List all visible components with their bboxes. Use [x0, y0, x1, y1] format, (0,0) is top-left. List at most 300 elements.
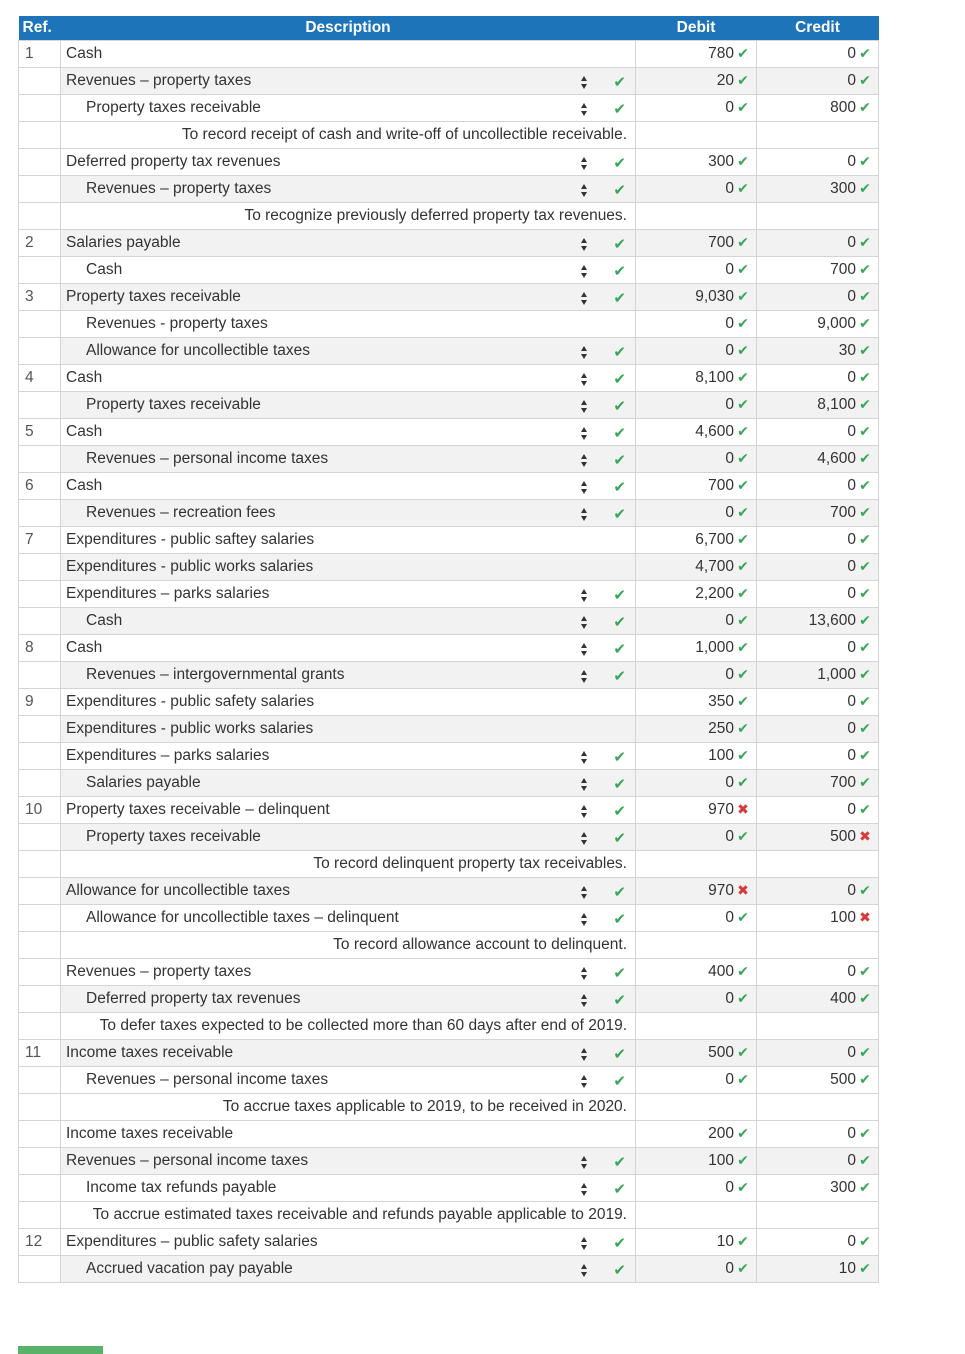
account-select[interactable]: [61, 338, 636, 365]
select-control[interactable]: [580, 235, 626, 253]
debit-input[interactable]: [636, 770, 757, 797]
credit-input[interactable]: [757, 446, 879, 473]
table-row: [19, 257, 879, 284]
select-control[interactable]: [580, 910, 626, 928]
table-row: [19, 797, 879, 824]
credit-input[interactable]: [757, 419, 879, 446]
debit-input[interactable]: [636, 581, 757, 608]
select-control[interactable]: [580, 1180, 626, 1198]
select-control[interactable]: [580, 667, 626, 685]
credit-input[interactable]: [757, 878, 879, 905]
memo-text: [61, 851, 636, 878]
debit-input[interactable]: [636, 284, 757, 311]
select-control[interactable]: [580, 424, 626, 442]
table-row: [19, 743, 879, 770]
account-select[interactable]: [61, 392, 636, 419]
select-arrows-icon[interactable]: [580, 750, 589, 765]
debit-input[interactable]: [636, 1067, 757, 1094]
credit-input[interactable]: [757, 797, 879, 824]
credit-value: 0: [847, 1152, 856, 1169]
select-control[interactable]: [580, 802, 626, 820]
credit-input[interactable]: [757, 959, 879, 986]
debit-input[interactable]: [636, 716, 757, 743]
ref-cell: [19, 851, 61, 878]
select-arrows-icon[interactable]: [580, 507, 589, 522]
table-row: [19, 554, 879, 581]
ref-cell: [19, 581, 61, 608]
account-select[interactable]: [61, 500, 636, 527]
debit-input[interactable]: [636, 527, 757, 554]
credit-input[interactable]: [757, 1067, 879, 1094]
select-control[interactable]: [580, 1072, 626, 1090]
account-select[interactable]: [61, 608, 636, 635]
account-label: Deferred property tax revenues: [66, 153, 281, 170]
select-control[interactable]: [580, 1153, 626, 1171]
check-icon: ✔: [859, 234, 871, 250]
check-icon: ✔: [859, 450, 871, 466]
check-icon: ✔: [737, 72, 749, 88]
debit-value: 20: [716, 72, 734, 89]
check-icon: ✔: [859, 477, 871, 493]
account-label: Property taxes receivable: [86, 828, 261, 845]
select-arrows-icon[interactable]: [580, 237, 589, 252]
credit-input[interactable]: [757, 662, 879, 689]
select-control[interactable]: [580, 829, 626, 847]
credit-input[interactable]: [757, 743, 879, 770]
select-arrows-icon[interactable]: [580, 102, 589, 117]
account-select[interactable]: [61, 905, 636, 932]
debit-input[interactable]: [636, 959, 757, 986]
check-icon: ✔: [737, 1152, 749, 1168]
account-select[interactable]: [61, 878, 636, 905]
memo-label: To accrue taxes applicable to 2019, to be received in 2020.: [222, 1098, 627, 1115]
account-label: Cash: [66, 423, 103, 440]
select-control[interactable]: [580, 181, 626, 199]
select-control[interactable]: [580, 262, 626, 280]
select-control[interactable]: [580, 1234, 626, 1252]
credit-input[interactable]: [757, 500, 879, 527]
debit-value: 9,030: [695, 288, 734, 305]
credit-input[interactable]: [757, 284, 879, 311]
check-icon: ✔: [737, 990, 749, 1006]
debit-input[interactable]: [636, 689, 757, 716]
credit-input[interactable]: [757, 1148, 879, 1175]
account-select[interactable]: [61, 1040, 636, 1067]
debit-input[interactable]: [636, 878, 757, 905]
account-select[interactable]: [61, 149, 636, 176]
debit-input[interactable]: [636, 1256, 757, 1283]
select-control[interactable]: [580, 343, 626, 361]
account-select[interactable]: [61, 230, 636, 257]
select-arrows-icon[interactable]: [580, 993, 589, 1008]
check-icon: ✔: [737, 720, 749, 736]
credit-value: 0: [847, 45, 856, 62]
debit-input[interactable]: [636, 500, 757, 527]
check-icon: ✔: [737, 1179, 749, 1195]
debit-input[interactable]: [636, 149, 757, 176]
check-icon: ✔: [613, 236, 626, 253]
check-icon: ✔: [737, 558, 749, 574]
check-icon: ✔: [737, 1233, 749, 1249]
select-arrows-icon[interactable]: [580, 1182, 589, 1197]
check-icon: ✔: [613, 263, 626, 280]
debit-input[interactable]: [636, 176, 757, 203]
select-control[interactable]: [580, 964, 626, 982]
select-control[interactable]: [580, 991, 626, 1009]
account-cell: [61, 554, 636, 581]
account-select[interactable]: [61, 986, 636, 1013]
account-label: Cash: [66, 45, 103, 62]
table-row: [19, 824, 879, 851]
check-icon: ✔: [859, 1233, 871, 1249]
credit-input[interactable]: [757, 905, 879, 932]
table-row: [19, 608, 879, 635]
debit-value: 4,600: [695, 423, 734, 440]
debit-value: 6,700: [695, 531, 734, 548]
credit-value: 0: [847, 72, 856, 89]
account-label: Expenditures – public safety salaries: [66, 1233, 318, 1250]
account-select[interactable]: [61, 797, 636, 824]
account-label: Property taxes receivable: [86, 396, 261, 413]
debit-input[interactable]: [636, 905, 757, 932]
credit-input[interactable]: [757, 311, 879, 338]
account-cell: [61, 311, 636, 338]
check-icon: ✔: [859, 369, 871, 385]
credit-value: 0: [847, 288, 856, 305]
debit-input[interactable]: [636, 635, 757, 662]
select-arrows-icon[interactable]: [580, 480, 589, 495]
credit-input[interactable]: [757, 392, 879, 419]
account-select[interactable]: [61, 770, 636, 797]
select-control[interactable]: [580, 505, 626, 523]
credit-input[interactable]: [757, 149, 879, 176]
account-select[interactable]: [61, 1067, 636, 1094]
debit-cell-empty: [636, 203, 757, 230]
debit-input[interactable]: [636, 1121, 757, 1148]
credit-input[interactable]: [757, 95, 879, 122]
memo-label: To recognize previously deferred property tax revenues.: [244, 207, 627, 224]
ref-cell: 12: [19, 1229, 61, 1256]
account-select[interactable]: [61, 1148, 636, 1175]
credit-input[interactable]: [757, 635, 879, 662]
debit-input[interactable]: [636, 608, 757, 635]
account-select[interactable]: [61, 473, 636, 500]
select-arrows-icon[interactable]: [580, 1047, 589, 1062]
check-icon: ✔: [737, 693, 749, 709]
account-label: Property taxes receivable – delinquent: [66, 801, 330, 818]
table-row: [19, 338, 879, 365]
debit-value: 0: [725, 828, 734, 845]
credit-input[interactable]: [757, 68, 879, 95]
select-control[interactable]: [580, 478, 626, 496]
credit-input[interactable]: [757, 554, 879, 581]
select-arrows-icon[interactable]: [580, 912, 589, 927]
header-debit: Debit: [636, 16, 757, 41]
account-cell: [61, 41, 636, 68]
table-row: [19, 689, 879, 716]
select-arrows-icon[interactable]: [580, 885, 589, 900]
credit-value: 0: [847, 1233, 856, 1250]
debit-input[interactable]: [636, 1040, 757, 1067]
credit-cell-empty: [757, 203, 879, 230]
credit-input[interactable]: [757, 365, 879, 392]
check-icon: ✔: [737, 288, 749, 304]
debit-input[interactable]: [636, 1148, 757, 1175]
credit-value: 0: [847, 531, 856, 548]
select-control[interactable]: [580, 1261, 626, 1279]
credit-input[interactable]: [757, 473, 879, 500]
credit-value: 10: [838, 1260, 856, 1277]
credit-input[interactable]: [757, 230, 879, 257]
debit-input[interactable]: [636, 1175, 757, 1202]
check-icon: ✔: [613, 398, 626, 415]
select-control[interactable]: [580, 73, 626, 91]
table-row: [19, 1148, 879, 1175]
account-label: Expenditures - public saftey salaries: [66, 531, 315, 548]
account-select[interactable]: [61, 635, 636, 662]
credit-value: 0: [847, 693, 856, 710]
debit-value: 0: [725, 342, 734, 359]
credit-input[interactable]: [757, 1121, 879, 1148]
debit-input[interactable]: [636, 986, 757, 1013]
select-control[interactable]: [580, 586, 626, 604]
progress-bar: [18, 1346, 103, 1354]
ref-cell: [19, 68, 61, 95]
header-description: Description: [61, 16, 636, 41]
account-select[interactable]: [61, 1229, 636, 1256]
check-icon: ✔: [859, 774, 871, 790]
credit-input[interactable]: [757, 689, 879, 716]
credit-input[interactable]: [757, 176, 879, 203]
debit-input[interactable]: [636, 41, 757, 68]
credit-input[interactable]: [757, 1175, 879, 1202]
memo-text: [61, 1202, 636, 1229]
check-icon: ✔: [859, 1152, 871, 1168]
debit-value: 100: [708, 1152, 734, 1169]
memo-row: [19, 122, 879, 149]
ref-cell: 1: [19, 41, 61, 68]
ref-cell: [19, 1013, 61, 1040]
credit-input[interactable]: [757, 770, 879, 797]
check-icon: ✔: [613, 101, 626, 118]
account-label: Revenues – property taxes: [86, 180, 272, 197]
ref-cell: [19, 149, 61, 176]
account-select[interactable]: [61, 176, 636, 203]
account-select[interactable]: [61, 284, 636, 311]
debit-input[interactable]: [636, 662, 757, 689]
credit-input[interactable]: [757, 824, 879, 851]
debit-input[interactable]: [636, 446, 757, 473]
credit-input[interactable]: [757, 716, 879, 743]
account-label: Cash: [66, 639, 103, 656]
select-arrows-icon[interactable]: [580, 1074, 589, 1089]
debit-value: 0: [725, 909, 734, 926]
debit-input[interactable]: [636, 419, 757, 446]
ref-cell: [19, 986, 61, 1013]
select-arrows-icon[interactable]: [580, 777, 589, 792]
table-row: [19, 365, 879, 392]
check-icon: ✔: [737, 396, 749, 412]
credit-value: 700: [830, 261, 856, 278]
account-select[interactable]: [61, 743, 636, 770]
select-arrows-icon[interactable]: [580, 75, 589, 90]
credit-cell-empty: [757, 1094, 879, 1121]
account-select[interactable]: [61, 581, 636, 608]
select-arrows-icon[interactable]: [580, 804, 589, 819]
select-arrows-icon[interactable]: [580, 1236, 589, 1251]
check-icon: ✔: [859, 801, 871, 817]
debit-input[interactable]: [636, 797, 757, 824]
select-control[interactable]: [580, 397, 626, 415]
debit-value: 250: [708, 720, 734, 737]
check-icon: ✔: [737, 1125, 749, 1141]
account-select[interactable]: [61, 365, 636, 392]
select-arrows-icon[interactable]: [580, 264, 589, 279]
debit-input[interactable]: [636, 554, 757, 581]
ref-cell: [19, 554, 61, 581]
debit-value: 0: [725, 666, 734, 683]
ref-cell: 3: [19, 284, 61, 311]
debit-input[interactable]: [636, 743, 757, 770]
debit-input[interactable]: [636, 392, 757, 419]
credit-input[interactable]: [757, 527, 879, 554]
account-select[interactable]: [61, 257, 636, 284]
select-arrows-icon[interactable]: [580, 966, 589, 981]
check-icon: ✔: [859, 1044, 871, 1060]
credit-value: 500: [830, 1071, 856, 1088]
select-arrows-icon[interactable]: [580, 345, 589, 360]
select-arrows-icon[interactable]: [580, 615, 589, 630]
ref-cell: [19, 608, 61, 635]
select-arrows-icon[interactable]: [580, 831, 589, 846]
ref-cell: 6: [19, 473, 61, 500]
table-row: [19, 419, 879, 446]
select-arrows-icon[interactable]: [580, 426, 589, 441]
account-select[interactable]: [61, 662, 636, 689]
debit-input[interactable]: [636, 257, 757, 284]
memo-row: [19, 1013, 879, 1040]
credit-value: 0: [847, 558, 856, 575]
credit-input[interactable]: [757, 986, 879, 1013]
debit-value: 0: [725, 180, 734, 197]
check-icon: ✔: [737, 153, 749, 169]
select-arrows-icon[interactable]: [580, 1155, 589, 1170]
credit-input[interactable]: [757, 1040, 879, 1067]
credit-value: 0: [847, 639, 856, 656]
select-control[interactable]: [580, 883, 626, 901]
select-control[interactable]: [580, 154, 626, 172]
debit-input[interactable]: [636, 230, 757, 257]
select-control[interactable]: [580, 451, 626, 469]
check-icon: ✔: [737, 909, 749, 925]
table-header: [19, 16, 879, 41]
memo-label: To record receipt of cash and write-off of uncollectible receivable.: [181, 126, 627, 143]
account-label: Cash: [66, 477, 103, 494]
select-arrows-icon[interactable]: [580, 588, 589, 603]
ref-cell: [19, 1094, 61, 1121]
select-arrows-icon[interactable]: [580, 399, 589, 414]
check-icon: ✔: [737, 774, 749, 790]
debit-cell-empty: [636, 851, 757, 878]
account-select[interactable]: [61, 824, 636, 851]
debit-value: 700: [708, 234, 734, 251]
debit-input[interactable]: [636, 338, 757, 365]
credit-input[interactable]: [757, 608, 879, 635]
select-control[interactable]: [580, 100, 626, 118]
select-arrows-icon[interactable]: [580, 669, 589, 684]
select-arrows-icon[interactable]: [580, 453, 589, 468]
select-arrows-icon[interactable]: [580, 156, 589, 171]
debit-input[interactable]: [636, 473, 757, 500]
select-control[interactable]: [580, 775, 626, 793]
debit-input[interactable]: [636, 68, 757, 95]
select-control[interactable]: [580, 289, 626, 307]
credit-input[interactable]: [757, 1229, 879, 1256]
debit-input[interactable]: [636, 824, 757, 851]
select-control[interactable]: [580, 640, 626, 658]
memo-text: [61, 1094, 636, 1121]
select-control[interactable]: [580, 370, 626, 388]
table-row: [19, 635, 879, 662]
account-label: Expenditures – parks salaries: [66, 585, 270, 602]
credit-value: 400: [830, 990, 856, 1007]
account-label: Revenues – personal income taxes: [66, 1152, 309, 1169]
account-select[interactable]: [61, 95, 636, 122]
account-select[interactable]: [61, 1175, 636, 1202]
table-row: [19, 959, 879, 986]
credit-input[interactable]: [757, 41, 879, 68]
select-arrows-icon[interactable]: [580, 642, 589, 657]
select-control[interactable]: [580, 1045, 626, 1063]
debit-cell-empty: [636, 122, 757, 149]
credit-value: 300: [830, 180, 856, 197]
account-select[interactable]: [61, 68, 636, 95]
account-label: Revenues – personal income taxes: [86, 450, 329, 467]
ref-cell: [19, 878, 61, 905]
credit-value: 0: [847, 882, 856, 899]
debit-value: 0: [725, 450, 734, 467]
select-arrows-icon[interactable]: [580, 372, 589, 387]
credit-input[interactable]: [757, 338, 879, 365]
memo-row: [19, 851, 879, 878]
debit-input[interactable]: [636, 95, 757, 122]
check-icon: ✔: [737, 180, 749, 196]
credit-input[interactable]: [757, 257, 879, 284]
debit-input[interactable]: [636, 365, 757, 392]
credit-input[interactable]: [757, 581, 879, 608]
account-select[interactable]: [61, 959, 636, 986]
select-control[interactable]: [580, 748, 626, 766]
check-icon: ✔: [737, 828, 749, 844]
account-select[interactable]: [61, 446, 636, 473]
account-select[interactable]: [61, 419, 636, 446]
credit-input[interactable]: [757, 1256, 879, 1283]
debit-input[interactable]: [636, 1229, 757, 1256]
table-row: [19, 311, 879, 338]
select-arrows-icon[interactable]: [580, 1263, 589, 1278]
select-control[interactable]: [580, 613, 626, 631]
credit-value: 0: [847, 423, 856, 440]
ref-cell: [19, 95, 61, 122]
check-icon: ✔: [737, 504, 749, 520]
ref-cell: [19, 311, 61, 338]
select-arrows-icon[interactable]: [580, 291, 589, 306]
check-icon: ✔: [737, 234, 749, 250]
debit-input[interactable]: [636, 311, 757, 338]
account-select[interactable]: [61, 1256, 636, 1283]
select-arrows-icon[interactable]: [580, 183, 589, 198]
credit-value: 8,100: [817, 396, 856, 413]
